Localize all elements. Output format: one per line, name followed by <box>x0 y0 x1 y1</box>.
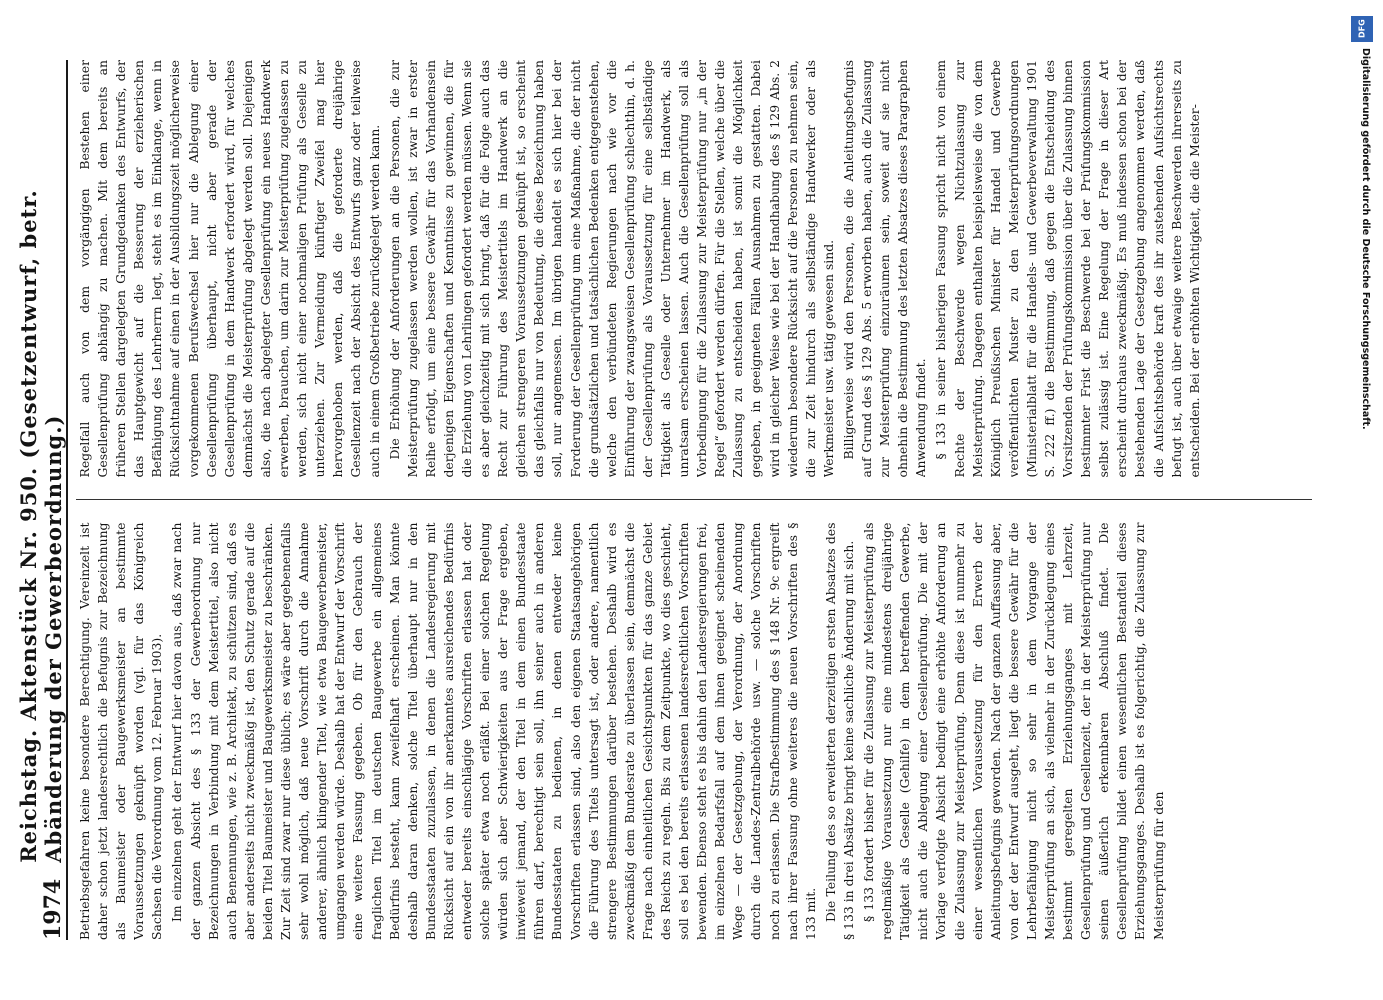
paragraph: Billigerweise wird den Personen, die die Anleitungsbefugnis auf Grund des § 129 Abs. 5 erworben haben, auch die Zulassung zur Meisterprüfung einzuräumen sein, soweit auf sie nicht ohnehin die Bestimmung des letzten Absatzes dieses Paragraphen Anwendung findet. <box>840 60 929 478</box>
paragraph: § 133 in seiner bisherigen Fassung spricht nicht von einem Rechte der Beschwerde wegen Nichtzulassung zur Meisterprüfung. Dagegen enthalten beispielsweise die von dem Königlich Preußischen Minister für Handel und Gewerbe veröffentlichten Muster zu den Meisterprüfungsordnungen (Ministerialblatt für die Handels- und Gewerbeverwaltung 1901 S. 222 ff.) die Bestimmung, daß gegen die Entscheidung des Vorsitzenden der Prüfungskommission über die Zulassung binnen bestimmter Frist die Beschwerde bei der Prüfungskommission selbst zulässig ist. Eine Regelung der Frage in dieser Art erscheint durchaus zweckmäßig. Es muß indessen schon bei der bestehenden Lage der Gesetzgebung angenommen werden, daß die Aufsichtsbehörde kraft des ihr zustehenden Aufsichtsrechts befugt ist, auch über etwaige weitere Beschwerden ihrerseits zu entscheiden. Bei der erhöhten Wichtigkeit, die die Meister- <box>933 60 1202 478</box>
paragraph: Die Teilung des so erweiterten derzeitigen ersten Absatzes des § 133 in drei Absätze bringt keine sachliche Änderung mit sich. <box>822 522 856 940</box>
paragraph: Die Erhöhung der Anforderungen an die Personen, die zur Meisterprüfung zugelassen werden wollen, ist zwar in erster Reihe erfolgt, um eine bessere Gewähr für das Vorhandensein derjenigen Eigenschaften und Kenntnisse zu gewinnen, die für die Erziehung von Lehrlingen gefordert werden müssen. Wenn sie es aber gleichzeitig mit sich bringt, daß für die Folge auch das Recht zur Führung des Meistertitels im Handwerk an die gleichen strengeren Voraussetzungen geknüpft ist, so erscheint das gleichfalls nur von Bedeutung, die diese Bezeichnung haben soll, nur angemessen. Im übrigen handelt es sich hier bei der Forderung der Gesellenprüfung um eine Maßnahme, die der nicht die grundsätzlichen und tatsächlichen Bedenken entgegenstehen, welche den verbündeten Regierungen nach wie vor die Einführung der zwangsweisen Gesellenprüfung schlechthin, d. h. der Gesellenprüfung als Voraussetzung für eine selbständige Tätigkeit als Geselle oder Unternehmer im Handwerk, als unratsam erscheinen lassen. Auch die Gesellenprüfung soll als Vorbedingung für die Zulassung zur Meisterprüfung nur „in der Regel“ gefordert werden dürfen. Für die Stellen, welche über die Zulassung zu entscheiden haben, ist somit die Möglichkeit gegeben, in geeigneten Fällen Ausnahmen zu gestatten. Dabei wird in gleicher Weise wie bei der Handhabung des § 129 Abs. 2 wiederum besondere Rücksicht auf die Personen zu nehmen sein, die zur Zeit hindurch als selbständige Handwerker oder als Werkmeister usw. tätig gewesen sind. <box>386 60 836 478</box>
digitization-credit: Digitalisierung gefördert durch die Deutsche Forschungsgemeinschaft. <box>1360 48 1371 430</box>
column-divider <box>76 500 1312 501</box>
paragraph: Im einzelnen geht der Entwurf hier davon aus, daß zwar nach der ganzen Absicht des § 133 der Gewerbeordnung nur Bezeichnungen in Verbindung mit dem Meistertitel, also nicht auch Benennungen, wie z. B. Architekt, zu schützen sind, daß es aber anderseits nicht zweckmäßig ist, den Schutz gerade auf die beiden Titel Baumeister und Baugewerksmeister zu beschränken. Zur Zeit sind zwar nur diese üblich; es wäre aber gegebenenfalls sehr wohl möglich, daß neue Vorschrift durch die Annahme anderer, ähnlich klingender Titel, wie etwa Baugewerbemeister, umgangen werden würde. Deshalb hat der Entwurf der Vorschrift eine weitere Fassung gegeben. Ob für den Gebrauch der fraglichen Titel im deutschen Baugewerbe ein allgemeines Bedürfnis besteht, kann zweifelhaft erscheinen. Man könnte deshalb daran denken, solche Titel überhaupt nur in den Bundesstaaten zuzulassen, in denen die Landesregierung mit Rücksicht auf ein von ihr anerkanntes ausreichendes Bedürfnis entweder bereits einschlägige Vorschriften erlassen hat oder solche später etwa noch erläßt. Bei einer solchen Regelung würden sich aber Schwierigkeiten aus der Frage ergeben, inwieweit jemand, der den Titel in dem einen Bundesstaate führen darf, berechtigt sein soll, ihn seiner auch in anderen Bundesstaaten zu bedienen, in denen entweder keine Vorschriften erlassen sind, also den eigenen Staatsangehörigen die Führung des Titels untersagt ist, oder andere, namentlich strengere Bestimmungen darüber bestehen. Deshalb wird es zweckmäßig dem Bundesrate zu überlassen sein, demnächst die Frage nach einheitlichen Gesichtspunkten für das ganze Gebiet des Reichs zu regeln. Bis zu dem Zeitpunkte, wo dies geschieht, soll es bei den bereits erlassenen landesrechtlichen Vorschriften bewenden. Ebenso steht es bis dahin den Landesregierungen frei, im einzelnen Bedarfsfall auf dem ihnen geeignet scheinenden Wege — der Gesetzgebung, der Verordnung, der Anordnung durch die Landes-Zentralbehörde usw. — solche Vorschriften noch zu erlassen. Die Strafbestimmung des § 148 Nr. 9c ergreift nach ihrer Fassung ohne weiteres die neuen Vorschriften des § 133 mit. <box>169 522 818 940</box>
dfg-logo: DFG <box>1351 16 1373 42</box>
digitization-sidebar <box>1349 8 1377 708</box>
paragraph: § 133 fordert bisher für die Zulassung zur Meisterprüfung als regelmäßige Voraussetzung nur eine mindestens dreijährige Tätigkeit als Geselle (Gehilfe) in dem betreffenden Gewerbe, nicht auch die Ablegung einer Gesellenprüfung. Die mit der Vorlage verfolgte Absicht bedingt eine erhöhte Anforderung an die Zulassung zur Meisterprüfung. Denn diese ist nunmehr zu einer wesentlichen Voraussetzung für den Erwerb der Anleitungsbefugnis geworden. Nach der ganzen Auffassung aber, von der der Entwurf ausgeht, liegt die bessere Gewähr für die Lehrbefähigung nicht so sehr in dem Vorgange der Meisterprüfung an sich, als vielmehr in der Zurücklegung eines bestimmt geregelten Erziehungsganges mit Lehrzeit, Gesellenprüfung und Gesellenzeit, der in der Meisterprüfung nur seinen äußerlich erkennbaren Abschluß findet. Die Gesellenprüfung bildet einen wesentlichen Bestandteil dieses Erziehungsganges. Deshalb ist es folgerichtig, die Zulassung zur Meisterprüfung für den <box>861 522 1166 940</box>
running-title: Reichstag. Aktenstück Nr. 950. (Gesetzentwurf, betr. Abänderung der Gewerbeordnung.) <box>16 189 66 863</box>
right-column <box>76 60 1312 478</box>
page-header <box>16 60 68 940</box>
left-column <box>76 523 1312 941</box>
text-columns <box>76 60 1312 940</box>
paragraph: Regelfall auch von dem vorgängigen Bestehen einer Gesellenprüfung abhängig zu machen. Mit dem bereits an früheren Stellen dargelegten Grundgedanken des Entwurfs, der das Hauptgewicht auf die Besserung der erzieherischen Befähigung des Lehrherrn legt, steht es im Einklange, wenn in Rücksichtnahme auf einen in der Ausbildungszeit möglicherweise vorgekommenen Berufswechsel hier nur die Ablegung einer Gesellenprüfung überhaupt, nicht aber gerade der Gesellenprüfung in dem Handwerk erfordert wird, für welches demnächst die Meisterprüfung abgelegt werden soll. Diejenigen also, die nach abgelegter Gesellenprüfung ein neues Handwerk erwerben, brauchen, um darin zur Meisterprüfung zugelassen zu werden, sich nicht einer nochmaligen Prüfung als Geselle zu unterziehen. Zur Vermeidung künftiger Zweifel mag hier hervorgehoben werden, daß die geforderte dreijährige Gesellenzeit nach der Absicht des Entwurfs ganz oder teilweise auch in einem Großbetriebe zurückgelegt werden kann. <box>77 60 382 478</box>
paragraph: Betriebsgefahren keine besondere Berechtigung. Vereinzelt ist daher schon jetzt landesrechtlich die Befugnis zur Bezeichnung als Baumeister oder Baugewerksmeister an bestimmte Voraussetzungen geknüpft worden (vgl. für das Königreich Sachsen die Verordnung vom 12. Februar 1903). <box>77 522 165 940</box>
page-number: 1974 <box>40 878 66 940</box>
